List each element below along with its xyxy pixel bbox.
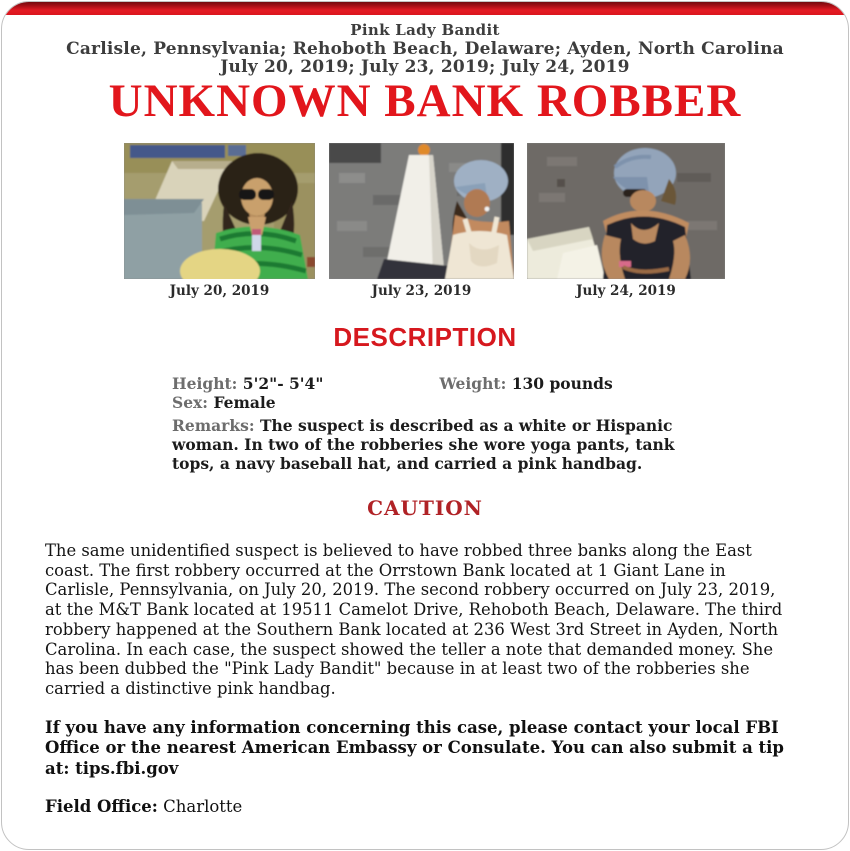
sunglasses bbox=[239, 189, 256, 200]
remarks-label: Remarks: bbox=[172, 416, 255, 435]
caution-line-4: at the M&T Bank located at 19511 Camelot Drive, Rehoboth Beach, Delaware. The third bbox=[45, 600, 783, 620]
photo-caption-1: July 20, 2019 bbox=[169, 283, 270, 299]
weight-label: Weight: bbox=[439, 374, 507, 393]
field-office-row bbox=[45, 797, 242, 816]
surveillance-photo-july-24 bbox=[527, 143, 725, 279]
contact-line-2: Office or the nearest American Embassy or Consulate. You can also submit a tip bbox=[45, 738, 784, 758]
top-red-bar bbox=[2, 2, 848, 15]
caution-paragraph bbox=[45, 541, 782, 699]
caution-line-2: coast. The first robbery occurred at the Orrstown Bank located at 1 Giant Lane in bbox=[45, 560, 726, 580]
suspect-face bbox=[630, 190, 656, 212]
description-heading: DESCRIPTION bbox=[333, 322, 517, 352]
sex-label: Sex: bbox=[172, 393, 209, 412]
weight-value: 130 pounds bbox=[511, 374, 613, 393]
surveillance-photo-july-20 bbox=[124, 143, 315, 279]
suspect-face bbox=[464, 189, 490, 217]
caution-line-3: Carlisle, Pennsylvania, on July 20, 2019. The second robbery occurred on July 23, 2019, bbox=[45, 580, 776, 600]
field-office-value: Charlotte bbox=[163, 797, 243, 816]
poster-locations: Carlisle, Pennsylvania; Rehoboth Beach, Delaware; Ayden, North Carolina bbox=[66, 39, 784, 59]
surveillance-photo-july-23 bbox=[329, 143, 514, 279]
poster-headline: UNKNOWN BANK ROBBER bbox=[108, 75, 742, 127]
caution-line-7: has been dubbed the "Pink Lady Bandit" because in at least two of the robberies she bbox=[45, 659, 750, 679]
remarks-row bbox=[172, 416, 688, 473]
remarks-value: The suspect is described as a white or Hispanic woman. In two of the robberies she wore yoga pants, tank tops, a navy baseball hat, and carried a pink handbag. bbox=[172, 416, 675, 473]
caution-line-5: robbery happened at the Southern Bank located at 236 West 3rd Street in Ayden, North bbox=[45, 619, 779, 639]
wanted-poster-card bbox=[1, 1, 849, 850]
sex-row bbox=[172, 393, 688, 412]
orange-ceiling-light bbox=[418, 144, 430, 156]
sex-value: Female bbox=[213, 393, 276, 412]
height-label: Height: bbox=[172, 374, 238, 393]
poster-subtitle: Pink Lady Bandit bbox=[350, 21, 500, 39]
poster-dates: July 20, 2019; July 23, 2019; July 24, 2019 bbox=[220, 57, 630, 77]
height-value: 5'2"- 5'4" bbox=[242, 374, 324, 393]
photo-caption-row bbox=[124, 283, 725, 299]
caution-line-1: The same unidentified suspect is believed to have robbed three banks along the East bbox=[45, 541, 752, 560]
surveillance-photo-row bbox=[124, 143, 725, 279]
photo-caption-3: July 24, 2019 bbox=[576, 283, 676, 299]
contact-line-1: If you have any information concerning this case, please contact your local FBI bbox=[45, 718, 779, 737]
contact-paragraph bbox=[45, 718, 784, 779]
caution-heading: CAUTION bbox=[367, 496, 483, 520]
height-weight-row bbox=[172, 374, 688, 393]
photo-caption-2: July 23, 2019 bbox=[371, 283, 472, 299]
contact-line-3: at: tips.fbi.gov bbox=[45, 758, 179, 778]
caution-line-6: Carolina. In each case, the suspect showed the teller a note that demanded money. She bbox=[45, 639, 774, 659]
caution-line-8: carried a distinctive pink handbag. bbox=[45, 678, 336, 698]
field-office-label: Field Office: bbox=[45, 797, 158, 816]
description-block bbox=[172, 374, 688, 473]
